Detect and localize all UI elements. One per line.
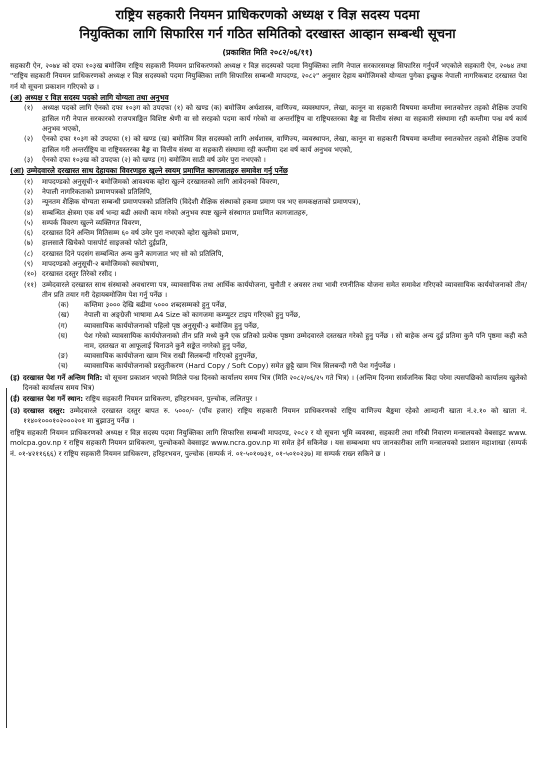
section-u-heading: दरखास्त दस्तुर: [23,406,66,415]
list-item [10,228,527,238]
list-item [10,218,527,228]
margin-divider [0,388,7,728]
sub-item [0,331,535,351]
sub-item-number: (ग) [58,321,68,330]
section-aa-label: (आ) [10,166,25,176]
item-text: सम्बन्धित क्षेत्रमा एक वर्ष भन्दा बढी अवधी काम गरेको अनुभव स्पष्ट खुल्ने संस्थागत प्रमाणित कागजातहरु, [42,208,308,217]
list-item [10,134,527,155]
notice-title [8,6,527,44]
sub-item-number: (ख) [58,311,70,320]
section-a-list [0,103,535,165]
item-number: (२) [24,187,34,196]
item-number: (६) [24,229,34,238]
list-item [10,259,527,269]
list-item [10,238,527,248]
sub-item-number: (च) [58,362,68,371]
section-u-label: (उ) [10,406,21,415]
section-u-text: उम्मेदवारले दरखास्त दस्तुर बापत रु. ५०००/- (पाँच हजार) राष्ट्रिय सहकारी नियमन प्राधिकरणको राष्ट्रिय वाणिज्य बैङ्कमा रहेको आम्दानी खाता नं.२.१० को खाता नं. ११४०१०००१०२०००२०१ मा बुझाउनु पर्नेछ । [23,406,527,425]
item-number: (७) [24,239,34,248]
item-text: उम्मेदवारले दरखास्त साथ संस्थाको अवधारणा पत्र, व्यावसायिक तथा आर्थिक कार्ययोजना, चुनौती र अवसर तथा भावी रणनीतिक योजना समेत समावेश गरिएको व्यावसायिक कार्ययोजनाको तीन/तीन प्रति तयार गरी देहायबमोजिम पेश गर्नु पर्नेछ । [42,280,527,299]
item-text: मापदण्डको अनुसूची-२ बमोजिमको स्वःघोषणा, [42,260,159,269]
item-number: (३) [24,198,34,207]
list-item [10,155,527,165]
sub-item-text: व्यावसायिक कार्ययोजनाको पहिलो पृष्ठ अनुसूची-३ बमोजिम हुनु पर्नेछ, [84,321,260,330]
item-text: सम्पर्क विवरण खुल्ने व्यक्तिगत विवरण, [42,218,142,227]
section-a-label: (अ) [10,92,23,102]
item-text: ऐनको दफा १०३ग को उपदफा (१) को खण्ड (ख) बमोजिम विज्ञ सदस्यको लागि अर्थशास्त्र, वाणिज्य, व्यवस्थापन, लेखा, कानून वा सहकारी विषयमा कम्तीमा स्नातकोत्तर तहको शैक्षिक उपाधि हासिल गरी अन्तर्राष्ट्रिय वा राष्ट्रियस्तरका बैङ्क वा वित्तीय संस्था वा सहकारी संस्थामा रही कम्तीमा दश वर्ष कार्य अनुभव भएको, [42,135,527,154]
list-item [10,269,527,279]
sub-item-text: व्यावसायिक कार्ययोजना खाम भित्र राखी सिलबन्दी गरिएको हुनुपर्नेछ, [84,352,258,361]
list-item [10,208,527,218]
sub-item [0,310,535,320]
title-line-1: राष्ट्रिय सहकारी नियमन प्राधिकरणको अध्यक्ष र विज्ञ सदस्य पदमा [115,8,420,23]
title-line-2: नियुक्तिका लागि सिफारिस गर्न गठित समितिको दरखास्त आव्हान सम्बन्धी सूचना [79,27,456,42]
sub-item-text: नेपाली वा अङ्ग्रेजी भाषामा A4 Size को कागजमा कम्प्युटर टाइप गरिएको हुनु पर्नेछ, [84,311,301,320]
item-number: (११) [24,280,37,289]
item-text: अध्यक्ष पदको लागि ऐनको दफा १०३ग को उपदफा (१) को खण्ड (क) बमोजिम अर्थशास्त्र, वाणिज्य, व्यवस्थापन, लेखा, कानून वा सहकारी विषयमा कम्तीमा स्नातकोत्तर तहको शैक्षिक उपाधि हासिल गरी नेपाल सरकारको राजपत्राङ्कित विशिष्ट श्रेणी वा सो सरहको पदमा कार्य गरेको वा अन्तर्राष्ट्रिय वा राष्ट्रियस्तरका बैङ्क वा वित्तीय संस्था वा सहकारी संस्थामा रही कम्तीमा पन्ध्र वर्ष कार्य अनुभव भएको, [42,104,527,133]
section-i [10,373,527,394]
section-aa-heading [10,166,527,177]
sub-item-number: (ङ) [58,352,68,361]
section-aa-list [0,177,535,301]
item-number: (१) [24,104,34,113]
published-date: (प्रकाशित मिति २०८२/०६/११) [222,48,313,57]
item-number: (१०) [24,270,37,279]
section-u [10,406,527,427]
section-ii-heading: दरखास्त पेश गर्ने स्थान: [22,395,84,404]
list-item [10,249,527,259]
item-number: (१) [24,177,34,186]
item-text: दरखास्त दिने अन्तिम मितिसम्म ६० वर्ष उमेर पुरा नभएको व्होरा खुलेको प्रमाण, [42,229,239,238]
section-aa-sublist [0,300,535,371]
section-i-text: यो सूचना प्रकाशन भएको मितिले पन्ध्र दिनको कार्यालय समय भित्र (मिति २०८२/०६/२५ गते भित्र) । (अन्तिम दिनमा सार्वजनिक बिदा परेमा त्यसपछिको कार्यालय खुलेको दिनको कार्यालय समय भित्र) [22,373,527,392]
section-aa-title: उम्मेदवारले दरखास्त साथ देहायका विवरणहरु खुल्ने स्वयम् प्रमाणित कागजातहरु समावेश गर्नु पर्नेछ [26,166,288,176]
sub-item [0,361,535,371]
item-number: (३) [24,155,34,164]
sub-item [0,300,535,310]
sub-item-text: व्यावसायिक कार्ययोजनाको प्रस्तुतीकरण (Hard Copy / Soft Copy) समेत छुट्टै खाम भित्र सिलबन्दी गरी पेश गर्नुपर्नेछ । [84,362,396,371]
section-i-label: (इ) [10,373,20,382]
item-text: न्यूनतम शैक्षिक योग्यता सम्बन्धी प्रमाणपत्रको प्रतिलिपि (विदेशी शैक्षिक संस्थाको हकमा प्रमाण पत्र भए समकक्षताको प्रमाणपत्र), [42,198,361,207]
list-item [10,103,527,134]
section-i-heading: दरखास्त पेश गर्ने अन्तिम मिति: [22,373,103,382]
sub-item-text: पेश गरेको व्यावसायिक कार्ययोजनाको तीन प्रति मध्ये कुनै एक प्रतिको प्रत्येक पृष्ठमा उम्मेदवारले दस्तखत गरेको हुनु पर्नेछ । सो बाहेक अन्य दुई प्रतिमा कुनै पनि पृष्ठमा कही कतै नाम, दस्तखत वा आफूलाई चिनाउने कुनै सङ्केत नगरेको हुनु पर्नेछ, [84,331,527,351]
sub-item-number: (क) [58,301,69,310]
closing-paragraph: राष्ट्रिय सहकारी नियमन प्राधिकरणको अध्यक्ष र विज्ञ सदस्य पदमा नियुक्तिका लागि सिफारिस सम्बन्धी मापदण्ड, २०८२ र यो सूचना भूमि व्यवस्था, सहकारी तथा गरिबी निवारण मन्त्रालयको वेबसाइट www. molcpa.gov.np र राष्ट्रिय सहकारी नियमन प्राधिकरण, पुल्चोकको वेबसाइट www.ncra.gov.np मा समेत हेर्न सकिनेछ । यस सम्बन्धमा थप जानकारीका लागि मन्त्रालयको प्रशासन महाशाखा (सम्पर्क नं. ०१-४२११६६६) र राष्ट्रिय सहकारी नियमन प्राधिकरण, हरिहरभवन, पुल्चोक (सम्पर्क नं. ०१-५०१०७३१, ०१-५०१०२३७) मा सम्पर्क राख्न सकिने छ । [10,429,527,458]
item-text: हालसालै खिचेको पासपोर्ट साइजको फोटो दुईप्रति, [42,239,168,248]
list-item [10,197,527,207]
list-item [10,177,527,187]
section-a-heading [10,93,527,104]
item-text: ऐनको दफा १०३ख को उपदफा (२) को खण्ड (ग) बमोजिम साठी वर्ष उमेर पुरा नभएको । [42,155,266,164]
section-ii [10,394,527,404]
item-text: मापदण्डको अनुसूची-१ बमोजिमको आवश्यक व्होरा खुल्ने दरखास्तको लागि आवेदनको विवरण, [42,177,280,186]
item-text: दरखास्त दिने पदसंग सम्बन्धित अन्य कुनै कागजात भए सो को प्रतिलिपि, [42,249,224,258]
section-ii-text: राष्ट्रिय सहकारी नियमन प्राधिकरण, हरिहरभवन, पुल्चोक, ललितपुर । [85,395,258,404]
section-ii-label: (ई) [10,395,20,404]
item-number: (४) [24,208,34,217]
sub-item-text: कम्तिमा ३००० देखि बढीमा ५००० शब्दसम्मको हुनु पर्नेछ, [84,301,227,310]
sub-item [0,321,535,331]
item-text: नेपाली नागरिकताको प्रमाणपत्रको प्रतिलिपि, [42,187,153,196]
section-a-title: अध्यक्ष र विज्ञ सदस्य पदको लागि योग्यता तथा अनुभव [24,92,169,102]
item-text: दरखास्त दस्तुर तिरेको रसीद । [42,270,117,279]
item-number: (५) [24,218,34,227]
sub-item-number: (घ) [58,331,68,340]
item-number: (८) [24,249,34,258]
item-number: (९) [24,260,34,269]
list-item [10,280,527,301]
sub-item [0,351,535,361]
list-item [10,187,527,197]
intro-paragraph: सहकारी ऐन, २०७४ को दफा १०३ख बमोजिम राष्ट्रिय सहकारी नियमन प्राधिकरणको अध्यक्ष र विज्ञ सदस्यको पदमा नियुक्तिका लागि नेपाल सरकारसमक्ष सिफारिस गर्नुपर्ने भएकोले सहकारी ऐन, २०७४ तथा "राष्ट्रिय सहकारी नियमन प्राधिकरणको अध्यक्ष र विज्ञ सदस्यको पदमा नियुक्तिका लागि सिफारिस सम्बन्धी मापदण्ड, २०८२" अनुसार देहाय बमोजिमको योग्यता पुगेका इच्छुक नेपाली नागरिकबाट दरखास्त पेश गर्न यो सूचना प्रकाशन गरिएको छ । [10,62,527,91]
item-number: (२) [24,135,34,144]
